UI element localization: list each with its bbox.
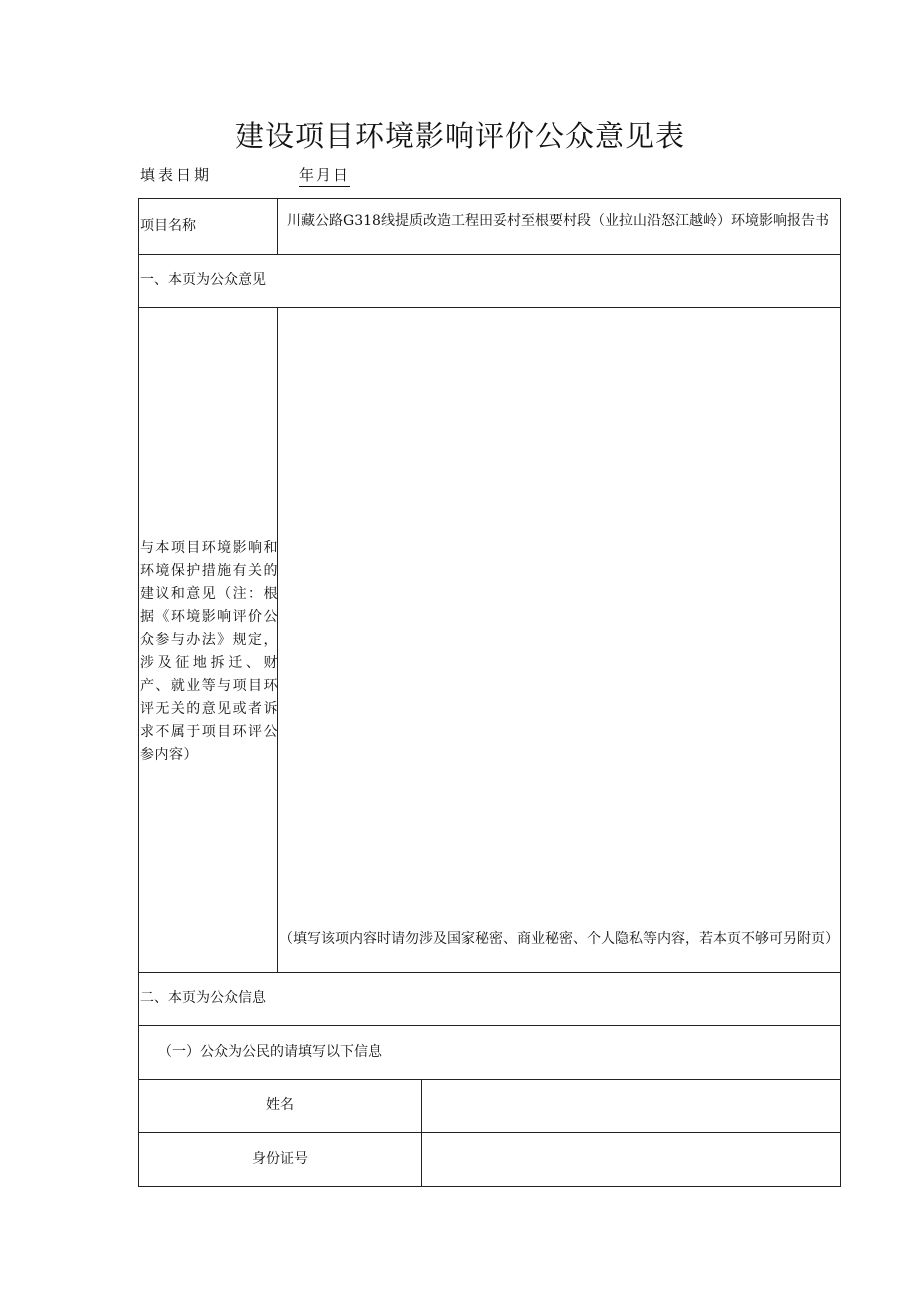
id-number-label: 身份证号 — [252, 1151, 308, 1167]
project-name-value: 川藏公路G318线提质改造工程田妥村至根要村段（业拉山沿怒江越岭）环境影响报告书 — [287, 213, 829, 229]
row-divider — [138, 254, 841, 255]
opinion-label: 与本项目环境影响和环境保护措施有关的建议和意见（注：根据《环境影响评价公众参与办法》规定，涉及征地拆迁、财产、就业等与项目环评无关的意见或者诉求不属于项目环评公参内容） — [140, 540, 278, 763]
citizen-info-subheading: （一）公众为公民的请填写以下信息 — [158, 1044, 382, 1060]
name-label: 姓名 — [266, 1097, 294, 1113]
column-divider — [421, 1079, 422, 1187]
name-field[interactable] — [423, 1081, 839, 1131]
section2-heading: 二、本页为公众信息 — [140, 990, 266, 1006]
page-title: 建设项目环境影响评价公众意见表 — [234, 119, 685, 153]
row-divider — [138, 1025, 841, 1026]
row-divider — [138, 1079, 841, 1080]
date-label: 填表日期 — [140, 166, 213, 184]
date-field[interactable]: 年月日 — [299, 164, 350, 187]
id-number-field[interactable] — [423, 1134, 839, 1186]
opinion-input-area[interactable] — [279, 309, 839, 919]
row-divider — [138, 1132, 841, 1133]
project-name-label: 项目名称 — [140, 218, 196, 234]
row-divider — [138, 307, 841, 308]
opinion-note: （填写该项内容时请勿涉及国家秘密、商业秘密、个人隐私等内容，若本页不够可另附页） — [279, 931, 839, 947]
section1-heading: 一、本页为公众意见 — [140, 272, 266, 288]
row-divider — [138, 972, 841, 973]
column-divider — [277, 198, 278, 254]
